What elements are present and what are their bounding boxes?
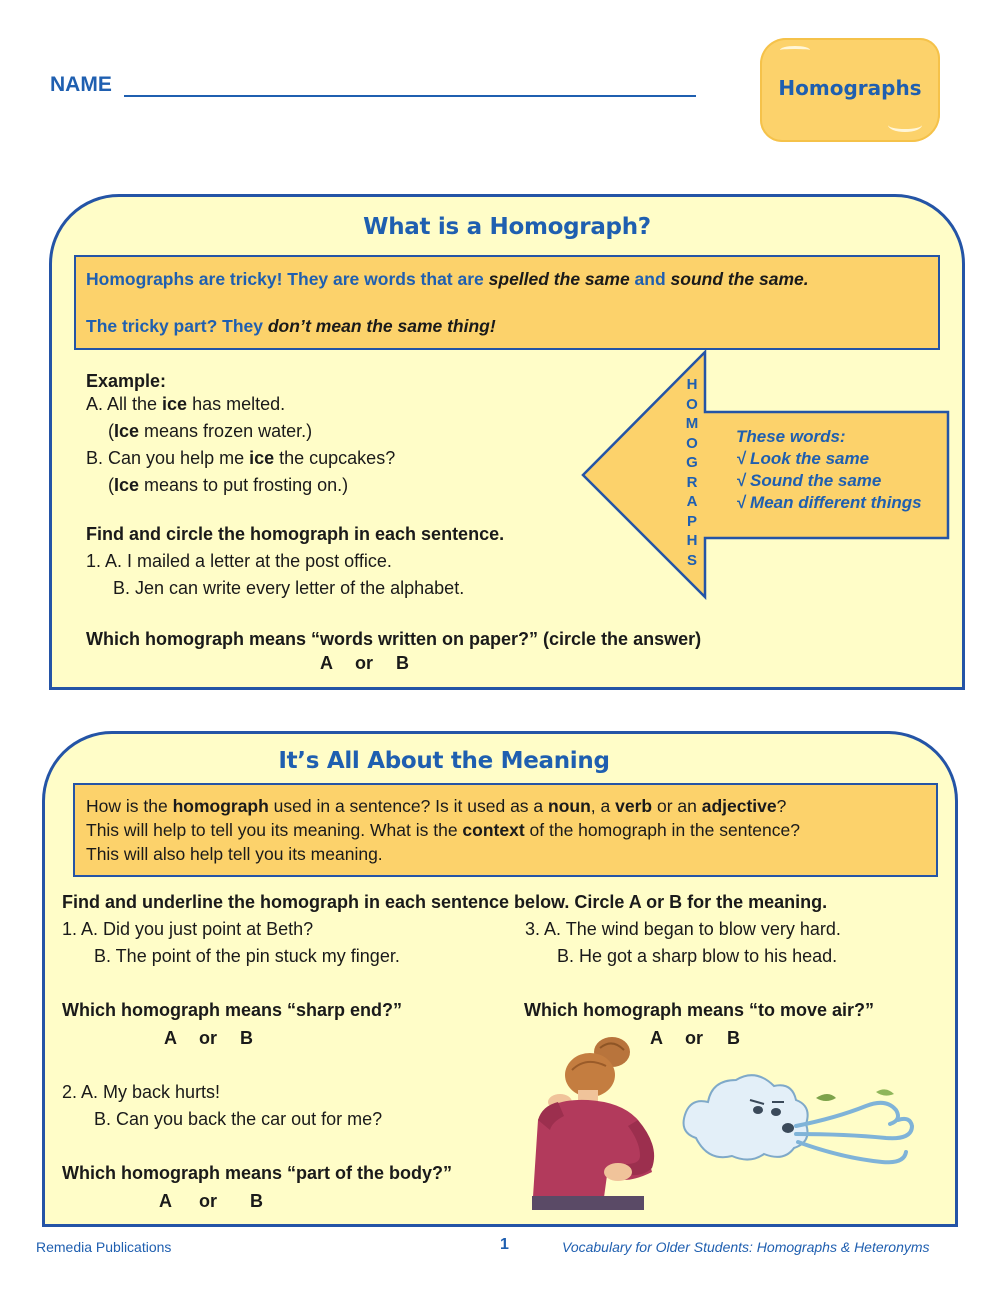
sentence-q3a[interactable]: 3. A. The wind began to blow very hard.: [525, 919, 841, 939]
q2-choice-b[interactable]: B: [250, 1191, 263, 1211]
question-1: Which homograph means “words written on paper?” (circle the answer): [86, 629, 702, 649]
arrow-item-mean: √ Mean different things: [736, 493, 922, 512]
q3-choice-a[interactable]: A: [650, 1028, 663, 1048]
badge-highlight: [888, 118, 922, 132]
sentence-q1a[interactable]: 1. A. Did you just point at Beth?: [62, 919, 314, 939]
badge-label: Homographs: [778, 76, 922, 100]
q1-choice-b[interactable]: B: [240, 1028, 253, 1048]
question-q1: Which homograph means “sharp end?”: [62, 1000, 403, 1020]
example-b: B. Can you help me ice the cupcakes?: [86, 448, 396, 468]
q3-choice-b[interactable]: B: [727, 1028, 740, 1048]
question-q2: Which homograph means “part of the body?”: [62, 1163, 453, 1183]
name-blank-line[interactable]: [124, 95, 696, 97]
example-heading: Example:: [86, 371, 167, 391]
answer-choice-b[interactable]: B: [396, 653, 409, 673]
publisher-name: Remedia Publications: [36, 1239, 172, 1255]
answer-or: or: [355, 653, 373, 673]
q2-or: or: [199, 1191, 217, 1211]
find-underline-heading: Find and underline the homograph in each sentence below. Circle A or B for the meaning.: [62, 892, 828, 912]
q1-or: or: [199, 1028, 217, 1048]
badge-highlight: [780, 46, 810, 54]
definition-line-2: The tricky part? They don’t mean the same thing!: [86, 316, 496, 336]
context-line-3: This will also help tell you its meaning.: [86, 844, 383, 864]
woman-back-pain-illustration: [520, 1030, 670, 1210]
sentence-q1b[interactable]: B. The point of the pin stuck my finger.: [94, 946, 400, 966]
arrow-item-sound: √ Sound the same: [736, 471, 882, 490]
page-number: 1: [500, 1236, 509, 1253]
q1-choice-a[interactable]: A: [164, 1028, 177, 1048]
name-label: NAME: [50, 73, 112, 96]
sentence-q2a[interactable]: 2. A. My back hurts!: [62, 1082, 221, 1102]
sentence-1a[interactable]: 1. A. I mailed a letter at the post office.: [86, 551, 392, 571]
blowing-wind-cloud-illustration: [676, 1058, 936, 1178]
answer-choice-a[interactable]: A: [320, 653, 333, 673]
section-title: It’s All About the Meaning: [278, 748, 610, 774]
arrow-item-look: √ Look the same: [736, 449, 870, 468]
arrow-heading: These words:: [736, 427, 846, 446]
context-line-1: How is the homograph used in a sentence? Is it used as a noun, a verb or an adjective?: [86, 796, 787, 816]
context-line-2: This will help to tell you its meaning. What is the context of the homograph in the sentence?: [86, 820, 800, 840]
example-a: A. All the ice has melted.: [86, 394, 286, 414]
find-circle-heading: Find and circle the homograph in each sentence.: [86, 524, 505, 544]
q3-or: or: [685, 1028, 703, 1048]
question-q3: Which homograph means “to move air?”: [524, 1000, 875, 1020]
example-b-note: (Ice means to put frosting on.): [108, 475, 349, 495]
sentence-q2b[interactable]: B. Can you back the car out for me?: [94, 1109, 383, 1129]
vertical-homographs-label: H O M O G R A P H S: [685, 376, 699, 569]
example-a-note: (Ice means frozen water.): [108, 421, 313, 441]
definition-line-1: Homographs are tricky! They are words that are spelled the same and sound the same.: [86, 269, 809, 289]
sentence-1b[interactable]: B. Jen can write every letter of the alphabet.: [113, 578, 465, 598]
sentence-q3b[interactable]: B. He got a sharp blow to his head.: [557, 946, 838, 966]
book-title: Vocabulary for Older Students: Homographs & Heteronyms: [562, 1239, 930, 1255]
topic-badge: [760, 38, 940, 142]
section-title: What is a Homograph?: [363, 214, 651, 240]
q2-choice-a[interactable]: A: [159, 1191, 172, 1211]
